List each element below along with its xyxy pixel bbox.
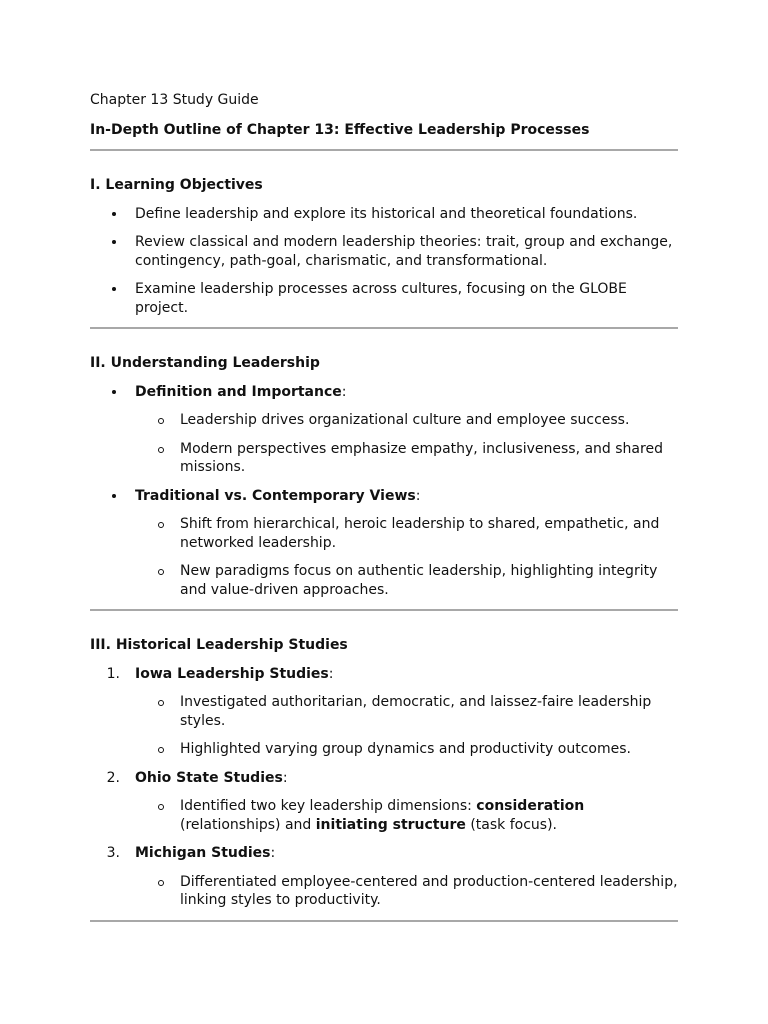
sub-list-item bbox=[135, 411, 678, 430]
list-item bbox=[90, 280, 678, 317]
bullet-icon bbox=[112, 287, 116, 291]
section-heading: II. Understanding Leadership bbox=[90, 355, 320, 371]
objectives-list bbox=[90, 205, 678, 318]
bullet-icon bbox=[112, 212, 116, 216]
circle-bullet-icon bbox=[158, 804, 164, 810]
list-item-label: Traditional vs. Contemporary Views bbox=[135, 487, 416, 504]
historical-studies-list bbox=[90, 665, 678, 910]
list-item bbox=[90, 769, 678, 835]
bullet-icon bbox=[112, 240, 116, 244]
list-item-text: Review classical and modern leadership theories: trait, group and exchange, contingency, path-goal, charismatic, and transformational. bbox=[135, 234, 673, 269]
document-subtitle: Chapter 13 Study Guide bbox=[90, 92, 259, 108]
sub-list bbox=[135, 515, 678, 599]
list-item-label: Ohio State Studies bbox=[135, 769, 283, 786]
sub-item-text-part: (relationships) and bbox=[180, 816, 316, 833]
sub-item-text: Leadership drives organizational culture and employee success. bbox=[180, 412, 630, 428]
sub-list-item bbox=[135, 562, 678, 599]
sub-list-item bbox=[135, 440, 678, 477]
list-item-text: Examine leadership processes across cultures, focusing on the GLOBE project. bbox=[135, 281, 627, 316]
list-item bbox=[90, 665, 678, 759]
bullet-icon bbox=[112, 390, 116, 394]
section-heading: I. Learning Objectives bbox=[90, 177, 263, 193]
sub-item-text: New paradigms focus on authentic leadership, highlighting integrity and value-driven approaches. bbox=[180, 563, 658, 598]
sub-list-item bbox=[135, 797, 678, 834]
list-item-suffix: : bbox=[341, 383, 347, 400]
sub-list-item bbox=[135, 740, 678, 759]
document-title: In-Depth Outline of Chapter 13: Effective Leadership Processes bbox=[90, 121, 590, 138]
list-item-suffix: : bbox=[415, 487, 421, 504]
divider bbox=[90, 149, 678, 151]
sub-list bbox=[135, 873, 678, 910]
sub-item-text-part: (task focus). bbox=[465, 816, 557, 833]
sub-item-text: Shift from hierarchical, heroic leadership to shared, empathetic, and networked leadership. bbox=[180, 516, 660, 551]
sub-item-bold-term: consideration bbox=[476, 798, 585, 814]
circle-bullet-icon bbox=[158, 447, 164, 453]
list-item bbox=[90, 487, 678, 600]
document-content bbox=[90, 91, 678, 922]
section-heading: III. Historical Leadership Studies bbox=[90, 637, 348, 653]
sub-list bbox=[135, 693, 678, 759]
sub-list bbox=[135, 411, 678, 477]
divider bbox=[90, 609, 678, 611]
sub-item-text: Modern perspectives emphasize empathy, inclusiveness, and shared missions. bbox=[180, 440, 663, 475]
list-item bbox=[90, 205, 678, 224]
circle-bullet-icon bbox=[158, 522, 164, 528]
list-item-suffix: : bbox=[282, 769, 288, 786]
circle-bullet-icon bbox=[158, 880, 164, 886]
list-item bbox=[90, 844, 678, 910]
sub-item-text-part: Identified two key leadership dimensions: bbox=[180, 798, 477, 814]
circle-bullet-icon bbox=[158, 418, 164, 424]
sub-list-item bbox=[135, 515, 678, 552]
sub-item-text: Differentiated employee-centered and production-centered leadership, linking styles to productivity. bbox=[180, 873, 678, 908]
list-item bbox=[90, 383, 678, 477]
list-number: 1. bbox=[106, 665, 120, 682]
sub-item-text: Highlighted varying group dynamics and productivity outcomes. bbox=[180, 741, 631, 757]
sub-item-text: Investigated authoritarian, democratic, and laissez-faire leadership styles. bbox=[180, 694, 652, 729]
section-historical-studies bbox=[90, 636, 678, 922]
list-number: 2. bbox=[106, 769, 120, 786]
divider bbox=[90, 920, 678, 922]
sub-list-item bbox=[135, 693, 678, 730]
circle-bullet-icon bbox=[158, 700, 164, 706]
list-item-label: Iowa Leadership Studies bbox=[135, 665, 329, 682]
list-item-label: Definition and Importance bbox=[135, 383, 342, 400]
circle-bullet-icon bbox=[158, 569, 164, 575]
list-item-suffix: : bbox=[270, 845, 276, 861]
list-number: 3. bbox=[106, 845, 120, 861]
section-learning-objectives bbox=[90, 176, 678, 329]
understanding-list bbox=[90, 383, 678, 600]
sub-list-item bbox=[135, 873, 678, 910]
list-item-suffix: : bbox=[328, 665, 334, 682]
divider bbox=[90, 327, 678, 329]
circle-bullet-icon bbox=[158, 747, 164, 753]
list-item bbox=[90, 233, 678, 270]
sub-item-bold-term: initiating structure bbox=[315, 816, 466, 833]
list-item-label: Michigan Studies bbox=[135, 845, 271, 861]
sub-list bbox=[135, 797, 678, 834]
list-item-text: Define leadership and explore its historical and theoretical foundations. bbox=[135, 205, 638, 222]
section-understanding-leadership bbox=[90, 354, 678, 611]
bullet-icon bbox=[112, 494, 116, 498]
